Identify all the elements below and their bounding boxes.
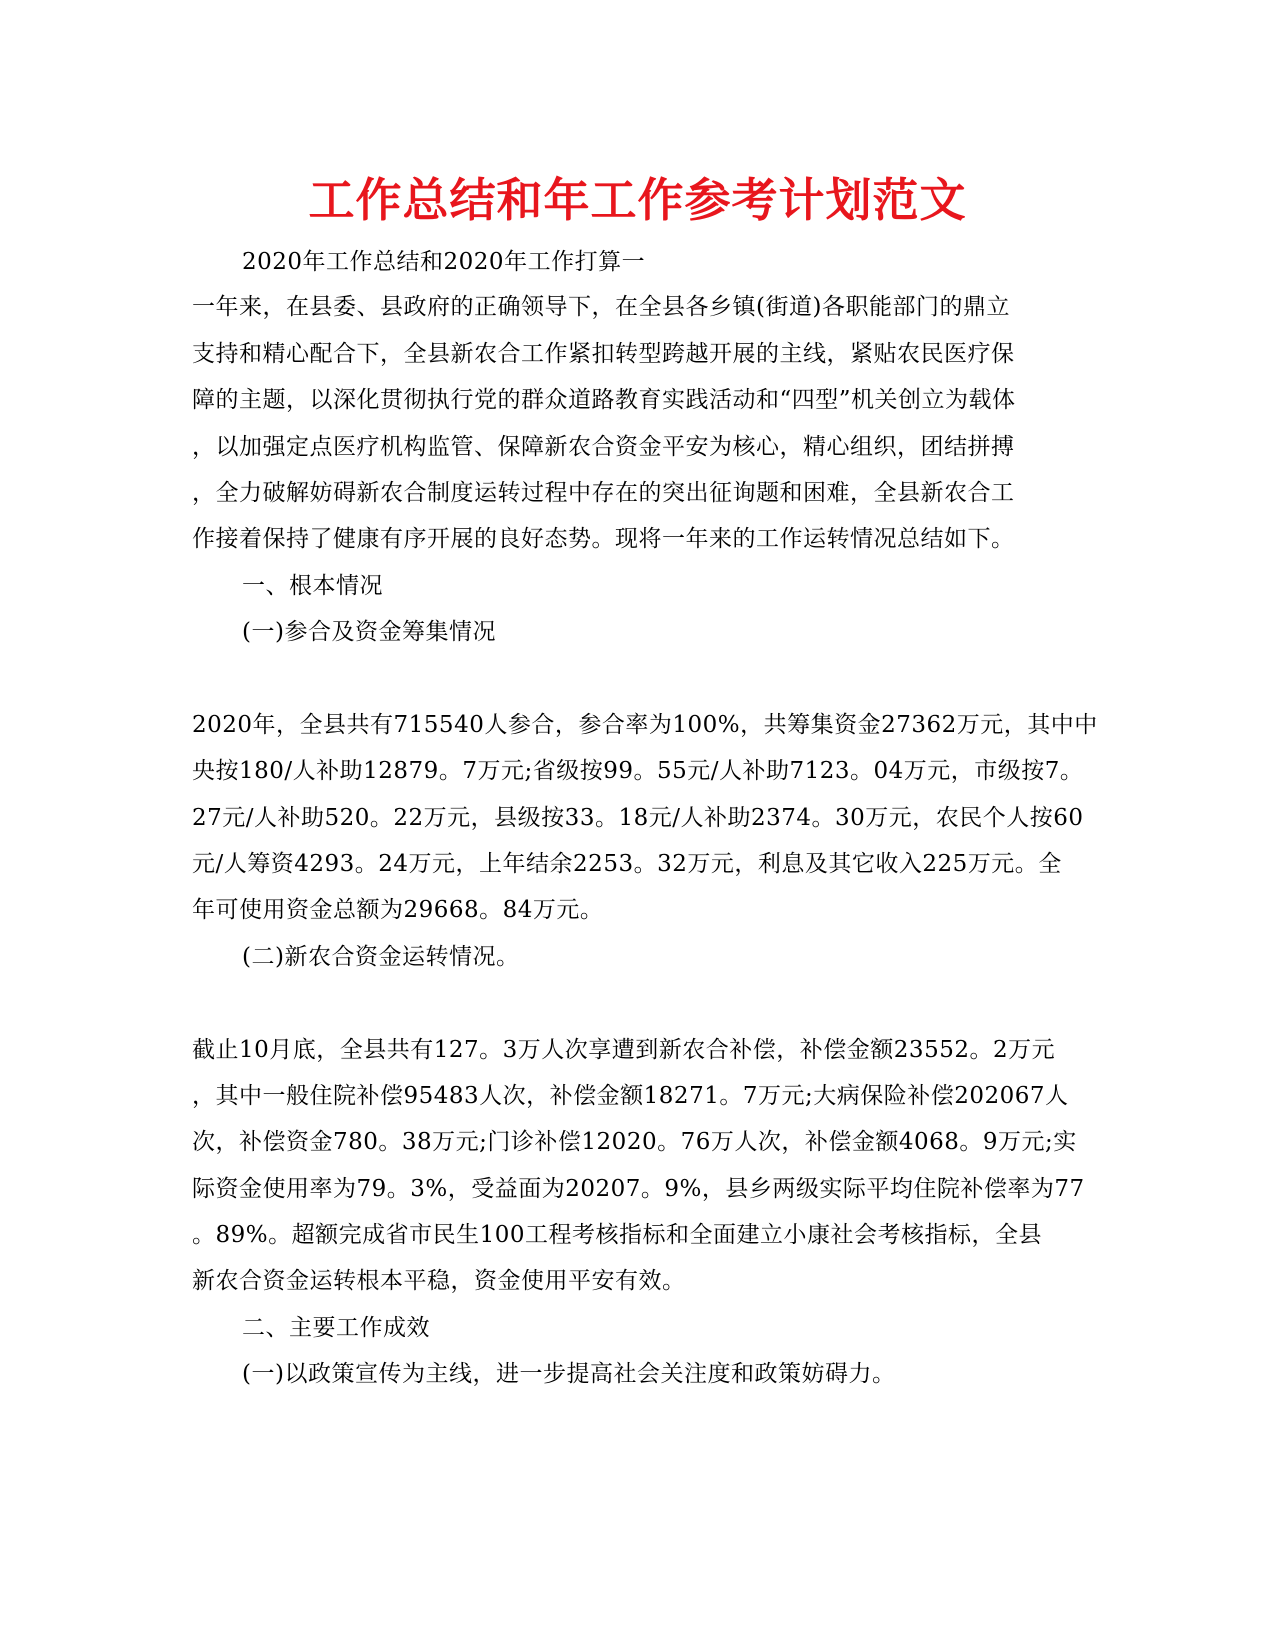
paragraph-line: 27元/人补助520。22万元，县级按33。18元/人补助2374。30万元，农民个人按60 — [192, 805, 1084, 831]
section-heading: 一、根本情况 — [242, 573, 383, 599]
paragraph-line: 2020年，全县共有715540人参合，参合率为100%，共筹集资金27362万元，其中中 — [192, 712, 1098, 738]
paragraph-line: 障的主题，以深化贯彻执行党的群众道路教育实践活动和“四型”机关创立为载体 — [192, 387, 1016, 413]
paragraph-line: 一年来，在县委、县政府的正确领导下，在全县各乡镇(街道)各职能部门的鼎立 — [192, 294, 1010, 320]
paragraph-line: 年可使用资金总额为29668。84万元。 — [192, 897, 604, 923]
paragraph-line: ，全力破解妨碍新农合制度运转过程中存在的突出征询题和困难，全县新农合工 — [192, 480, 1015, 506]
subsection-heading: (一)参合及资金筹集情况 — [242, 619, 496, 645]
paragraph-line: 截止10月底，全县共有127。3万人次享遭到新农合补偿，补偿金额23552。2万元 — [192, 1037, 1056, 1063]
document-title: 工作总结和年工作参考计划范文 — [308, 173, 967, 227]
paragraph-line: 元/人筹资4293。24万元，上年结余2253。32万元，利息及其它收入225万元。全 — [192, 851, 1062, 877]
section-heading: 二、主要工作成效 — [242, 1315, 430, 1341]
paragraph-line: ，其中一般住院补偿95483人次，补偿金额18271。7万元;大病保险补偿202067人 — [192, 1083, 1069, 1109]
paragraph-line: 支持和精心配合下，全县新农合工作紧扣转型跨越开展的主线，紧贴农民医疗保 — [192, 341, 1015, 367]
subsection-heading: (一)以政策宣传为主线，进一步提高社会关注度和政策妨碍力。 — [242, 1361, 896, 1387]
subsection-heading: (二)新农合资金运转情况。 — [242, 944, 520, 970]
paragraph-line: 央按180/人补助12879。7万元;省级按99。55元/人补助7123。04万元，市级按7。 — [192, 758, 1084, 784]
paragraph-line: 作接着保持了健康有序开展的良好态势。现将一年来的工作运转情况总结如下。 — [192, 526, 1015, 552]
subtitle: 2020年工作总结和2020年工作打算一 — [242, 249, 646, 275]
paragraph-line: 新农合资金运转根本平稳，资金使用平安有效。 — [192, 1268, 686, 1294]
paragraph-line: ，以加强定点医疗机构监管、保障新农合资金平安为核心，精心组织，团结拼搏 — [192, 434, 1015, 460]
paragraph-line: 际资金使用率为79。3%，受益面为20207。9%，县乡两级实际平均住院补偿率为77 — [192, 1176, 1085, 1202]
paragraph-line: 次，补偿资金780。38万元;门诊补偿12020。76万人次，补偿金额4068。9万元;实 — [192, 1129, 1077, 1155]
paragraph-line: 。89%。超额完成省市民生100工程考核指标和全面建立小康社会考核指标，全县 — [192, 1222, 1043, 1248]
